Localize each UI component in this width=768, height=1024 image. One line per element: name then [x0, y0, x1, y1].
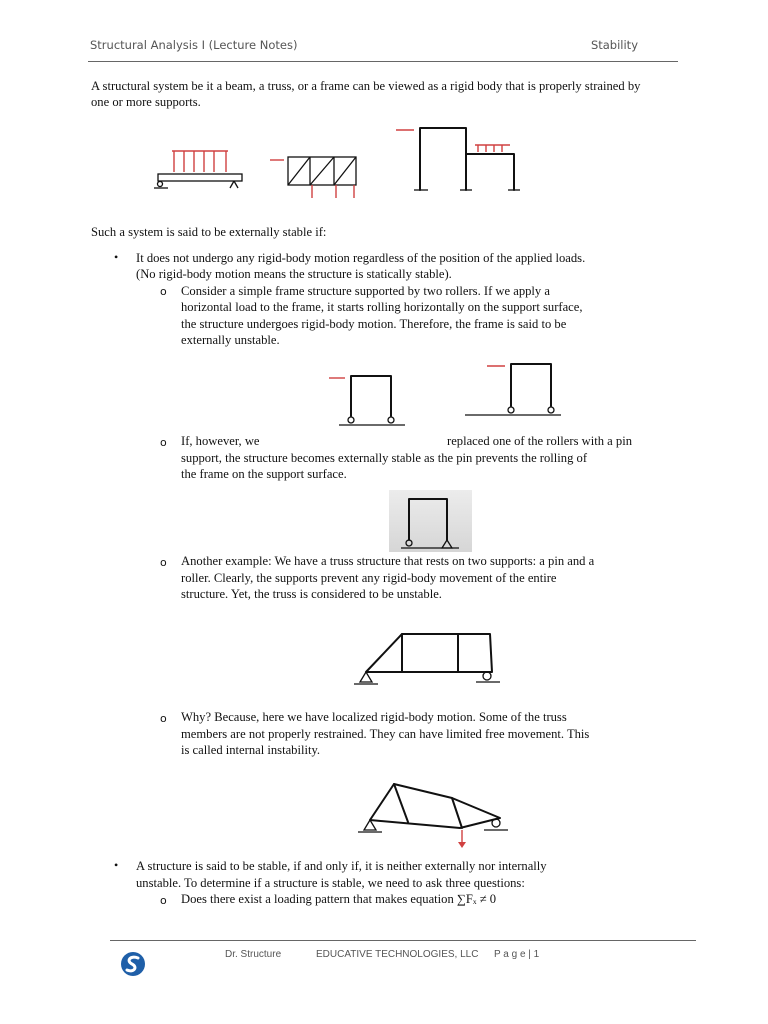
sub2-line2: support, the structure becomes externally stable as the pin prevents the rolling of [181, 451, 588, 465]
sub2-line1b: replaced one of the rollers with a pin [447, 434, 632, 448]
figure-beam-truss-frame [150, 124, 530, 204]
beam-sketch [154, 151, 242, 188]
intro-paragraph: A structural system be it a beam, a truss, or a frame can be viewed as a rigid body that is properly strained by one or more supports. [91, 79, 641, 110]
bullet2-line2: unstable. To determine if a structure is stable, we need to ask three questions: [136, 876, 525, 890]
externally-stable-intro: Such a system is said to be externally stable if: [91, 225, 327, 239]
footer-rule [110, 940, 696, 941]
header-section: Stability [590, 38, 638, 52]
header-title: Structural Analysis I (Lecture Notes) [90, 38, 298, 52]
sub4-line1: Why? Because, here we have localized rigid-body motion. Some of the truss [181, 710, 567, 724]
sub-bullet-marker: o [160, 712, 167, 725]
sub1-line4: externally unstable. [181, 333, 280, 347]
figure-truss-pin-roller [350, 626, 520, 706]
sub3-line1: Another example: We have a truss structure that rests on two supports: a pin and a [181, 554, 595, 568]
bullet-marker: • [114, 250, 119, 264]
sub1-line2: horizontal load to the frame, it starts rolling horizontally on the support surface, [181, 300, 583, 314]
figure-frame-with-pin [389, 490, 472, 552]
bullet2-sub1: Does there exist a loading pattern that makes equation ∑Fₓ ≠ 0 [181, 892, 497, 906]
sub-bullet-marker: o [160, 894, 167, 907]
page-header [90, 38, 678, 58]
sub2-line1a: If, however, we [181, 434, 260, 448]
figure-internal-instability [352, 772, 522, 852]
sub1-line3: the structure undergoes rigid-body motion. Therefore, the frame is said to be [181, 317, 567, 331]
sub3-line2: roller. Clearly, the supports prevent any rigid-body movement of the entire [181, 571, 557, 585]
sub-bullet-marker: o [160, 436, 167, 449]
truss-sketch [270, 157, 356, 198]
bullet1-line1: It does not undergo any rigid-body motion regardless of the position of the applied loads. [136, 251, 586, 265]
sub2-line3: the frame on the support surface. [181, 467, 347, 481]
bullet-marker: • [114, 858, 119, 872]
sub4-line2: members are not properly restrained. They can have limited free movement. This [181, 727, 590, 741]
frame-rollers-after [465, 364, 561, 415]
frame-rollers-before [329, 376, 405, 425]
sub1-line1: Consider a simple frame structure supported by two rollers. If we apply a [181, 284, 550, 298]
header-rule [88, 61, 678, 62]
figure-frame-on-rollers [325, 360, 565, 430]
frame-sketch [396, 128, 520, 190]
sub4-line3: is called internal instability. [181, 743, 321, 757]
footer-company: EDUCATIVE TECHNOLOGIES, LLC [316, 949, 479, 960]
sub-bullet-marker: o [160, 285, 167, 298]
bullet1-line2: (No rigid-body motion means the structure is statically stable). [136, 267, 452, 281]
sub3-line3: structure. Yet, the truss is considered to be unstable. [181, 587, 442, 601]
bullet2-line1: A structure is said to be stable, if and only if, it is neither externally nor internally [136, 859, 547, 873]
footer-author: Dr. Structure [225, 949, 282, 960]
company-logo-icon [120, 951, 146, 977]
sub-bullet-marker: o [160, 556, 167, 569]
footer-page-label: P a g e | 1 [494, 949, 540, 960]
